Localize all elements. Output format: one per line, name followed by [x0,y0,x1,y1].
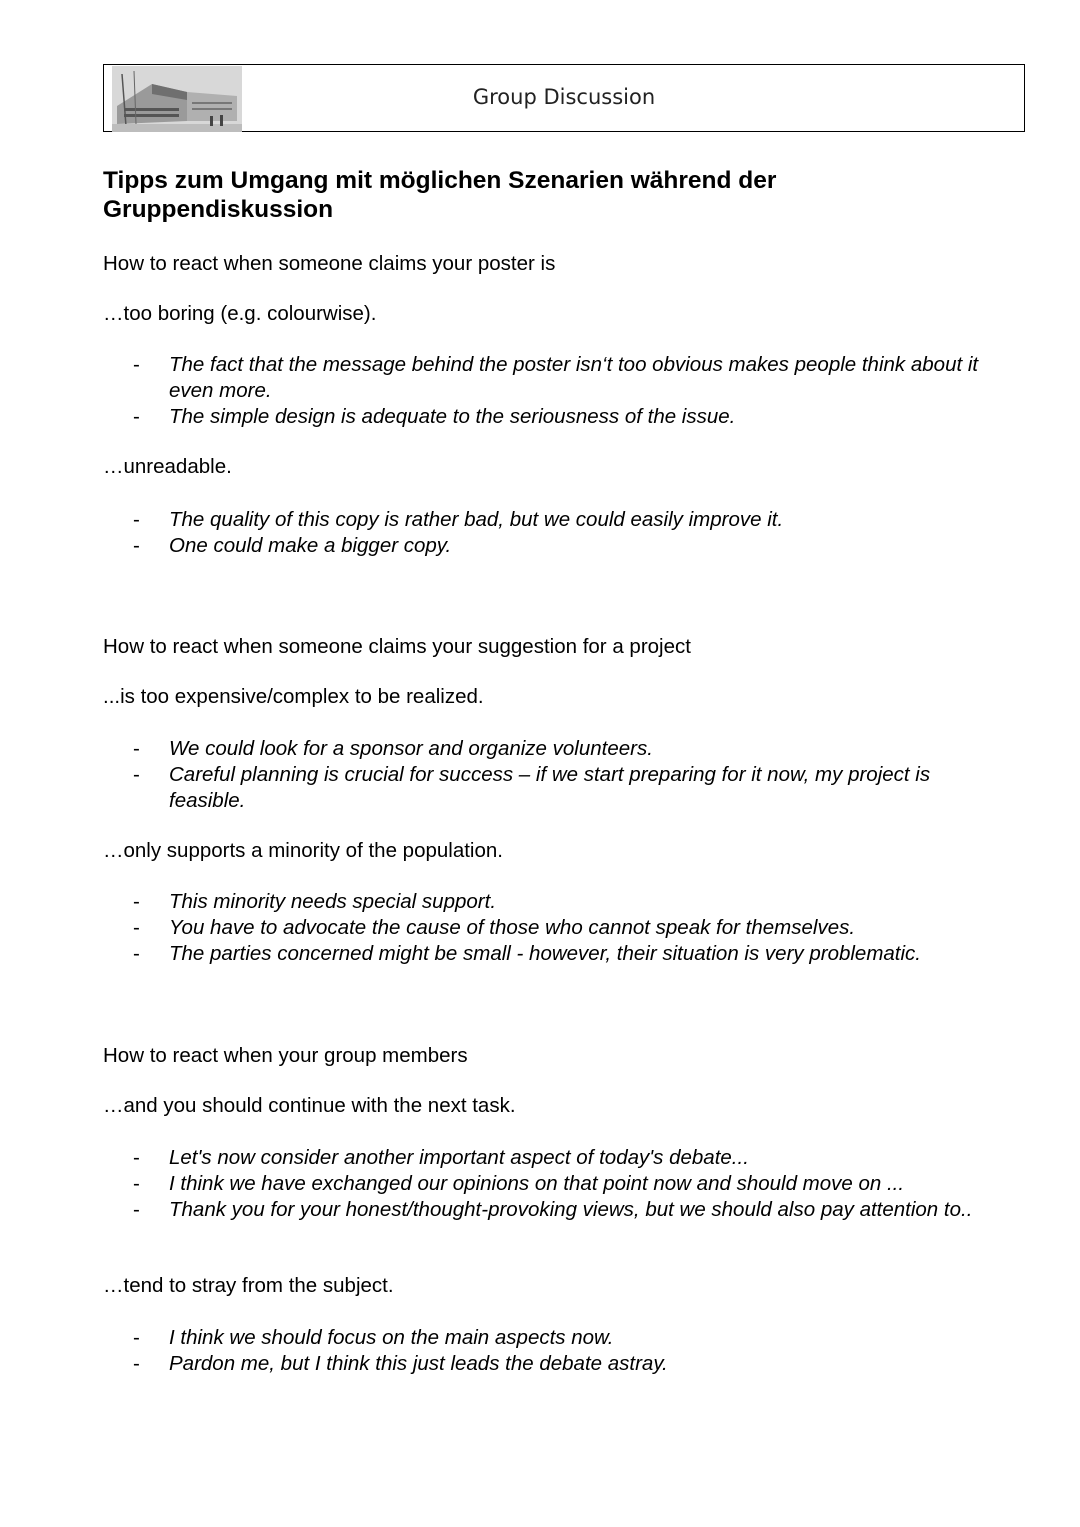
tip-item [133,1351,1003,1377]
tip-text: The quality of this copy is rather bad, but we could easily improve it. [169,508,784,531]
tip-text: This minority needs special support. [169,890,497,913]
tip-text: The simple design is adequate to the seriousness of the issue. [169,405,736,428]
dash-bullet: - [133,1172,140,1195]
tip-item [133,915,1003,941]
tip-item [133,1145,1003,1171]
dash-bullet: - [133,890,140,913]
tip-item [133,352,1003,404]
dash-bullet: - [133,508,140,531]
tip-list [133,1325,1003,1377]
tip-item [133,762,1003,814]
header-box [103,64,1025,132]
tip-text: I think we have exchanged our opinions on that point now and should move on ... [169,1172,905,1195]
tip-item [133,1197,1003,1223]
tip-text: The fact that the message behind the poster isn‘t too obvious makes people think about it even more. [169,353,979,402]
case-label: …too boring (e.g. colourwise). [103,302,377,325]
page-title: Tipps zum Umgang mit möglichen Szenarien während der Gruppendiskussion [103,167,777,223]
section-intro: How to react when someone claims your poster is [103,252,556,275]
tip-item [133,941,1003,967]
tip-list [133,352,1003,430]
tip-text: Let's now consider another important aspect of today's debate... [169,1146,749,1169]
case-label: …and you should continue with the next task. [103,1094,516,1117]
dash-bullet: - [133,763,140,786]
tip-text: Thank you for your honest/thought-provoking views, but we should also pay attention to.. [169,1198,973,1221]
tip-item [133,404,1003,430]
case-label: ...is too expensive/complex to be realized. [103,685,484,708]
case-label: …unreadable. [103,455,232,478]
dash-bullet: - [133,353,140,376]
dash-bullet: - [133,405,140,428]
dash-bullet: - [133,1326,140,1349]
tip-list [133,889,1003,967]
dash-bullet: - [133,534,140,557]
tip-list [133,507,1003,559]
dash-bullet: - [133,1146,140,1169]
dash-bullet: - [133,1352,140,1375]
tip-text: One could make a bigger copy. [169,534,452,557]
section-intro: How to react when someone claims your suggestion for a project [103,635,691,658]
tip-list [133,736,1003,814]
tip-text: Careful planning is crucial for success – if we start preparing for it now, my project is feasible. [169,763,931,812]
tip-item [133,889,1003,915]
tip-item [133,507,1003,533]
tip-item [133,1325,1003,1351]
header-title: Group Discussion [472,85,656,109]
dash-bullet: - [133,737,140,760]
tip-list [133,1145,1003,1223]
tip-item [133,736,1003,762]
case-label: …only supports a minority of the population. [103,839,503,862]
case-label: …tend to stray from the subject. [103,1274,394,1297]
tip-item [133,533,1003,559]
tip-text: The parties concerned might be small - however, their situation is very problematic. [169,942,922,965]
tip-text: We could look for a sponsor and organize volunteers. [169,737,653,760]
section-intro: How to react when your group members [103,1044,468,1067]
dash-bullet: - [133,942,140,965]
dash-bullet: - [133,1198,140,1221]
tip-text: I think we should focus on the main aspects now. [169,1326,614,1349]
tip-text: Pardon me, but I think this just leads the debate astray. [169,1352,668,1375]
tip-item [133,1171,1003,1197]
tip-text: You have to advocate the cause of those who cannot speak for themselves. [169,916,856,939]
dash-bullet: - [133,916,140,939]
